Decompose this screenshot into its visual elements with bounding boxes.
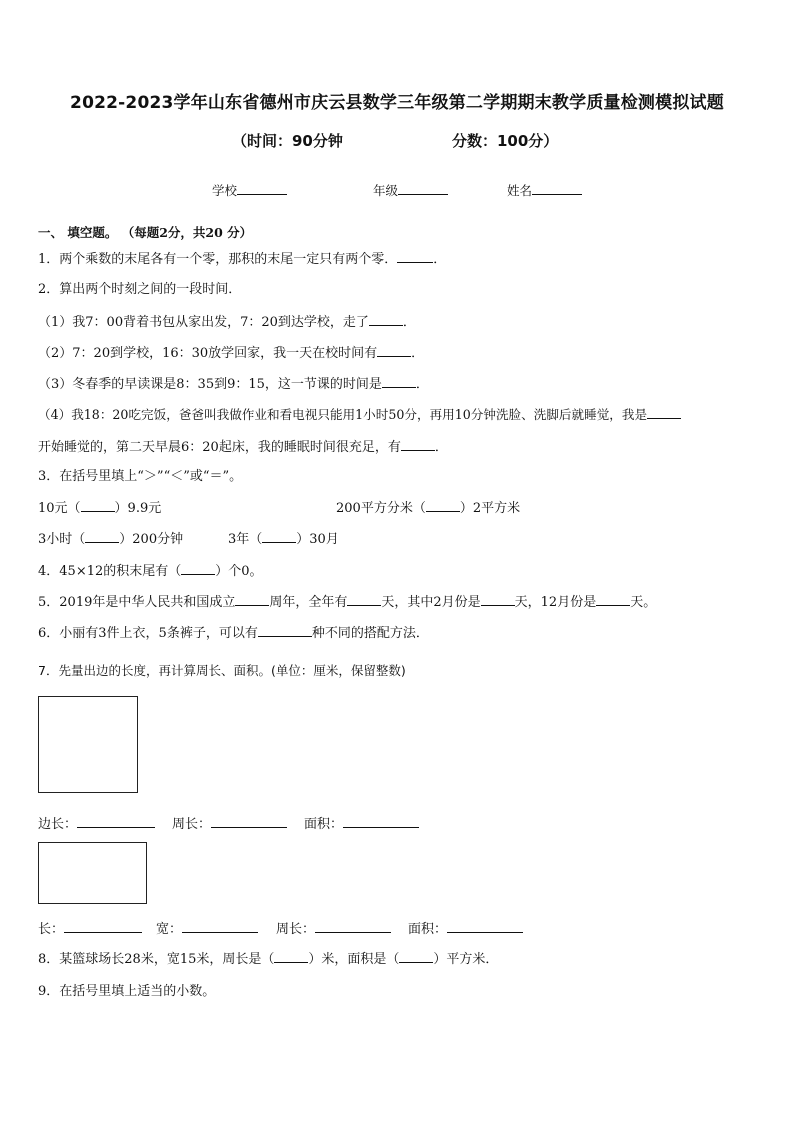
area2-field: 面积： — [408, 918, 523, 937]
answer-blank[interactable] — [235, 593, 269, 606]
grade-blank[interactable] — [398, 182, 448, 195]
answer-blank[interactable] — [426, 499, 460, 512]
area-blank[interactable] — [343, 815, 419, 828]
question-2-1: （1）我7：00背着书包从家出发，7：20到达学校，走了 ． — [38, 315, 416, 330]
grade-label: 年级 — [373, 183, 399, 198]
question-3-d: 3年（ ）30月 — [228, 532, 339, 547]
length-field: 长： — [38, 918, 142, 937]
question-5: 5．2019年是中华人民共和国成立 周年，全年有 天，其中2月份是 天，12月份是 天。 — [38, 595, 657, 610]
answer-blank[interactable] — [382, 375, 416, 388]
school-blank[interactable] — [237, 182, 287, 195]
answer-blank[interactable] — [377, 344, 411, 357]
name-label: 姓名 — [507, 183, 533, 198]
name-field — [507, 181, 582, 199]
answer-blank[interactable] — [258, 624, 312, 637]
question-3-c: 3小时（ ）200分钟 — [38, 532, 184, 547]
question-2-2: （2）7：20到学校，16：30放学回家，我一天在校时间有 ． — [38, 346, 425, 361]
rectangle-figure — [38, 842, 147, 904]
question-2-4a: （4）我18：20吃完饭，爸爸叫我做作业和看电视只能用1小时50分，再用10分钟洗脸、洗脚后就睡觉，我是 — [38, 406, 681, 424]
perimeter-field: 周长： — [172, 813, 287, 832]
answer-blank[interactable] — [397, 250, 433, 263]
area2-blank[interactable] — [447, 920, 523, 933]
answer-blank[interactable] — [85, 530, 119, 543]
question-1: 1．两个乘数的末尾各有一个零，那积的末尾一定只有两个零． ． — [38, 252, 447, 267]
answer-blank[interactable] — [401, 438, 435, 451]
exam-time: （时间：90分钟 — [232, 132, 343, 150]
question-4: 4．45×12的积末尾有（ ）个0。 — [38, 564, 263, 579]
answer-blank[interactable] — [369, 313, 403, 326]
answer-blank[interactable] — [399, 950, 433, 963]
school-label: 学校 — [212, 183, 238, 198]
answer-blank[interactable] — [481, 593, 515, 606]
question-6: 6．小丽有3件上衣，5条裤子，可以有 种不同的搭配方法． — [38, 626, 429, 641]
name-blank[interactable] — [532, 182, 582, 195]
question-7: 7．先量出边的长度，再计算周长、面积。(单位：厘米，保留整数) — [38, 663, 406, 678]
width-field: 宽： — [156, 918, 258, 937]
answer-blank[interactable] — [274, 950, 308, 963]
question-8: 8．某篮球场长28米，宽15米，周长是（ ）米，面积是（ ）平方米． — [38, 952, 499, 967]
exam-title: 2022-2023学年山东省德州市庆云县数学三年级第二学期期末教学质量检测模拟试题 — [70, 93, 724, 113]
exam-score: 分数：100分） — [452, 132, 559, 150]
answer-blank[interactable] — [262, 530, 296, 543]
square-figure — [38, 696, 138, 793]
answer-blank[interactable] — [647, 406, 681, 419]
length-blank[interactable] — [64, 920, 142, 933]
answer-blank[interactable] — [81, 499, 115, 512]
question-3: 3．在括号里填上“＞”“＜”或“＝”。 — [38, 469, 243, 484]
question-9: 9．在括号里填上适当的小数。 — [38, 984, 216, 999]
perimeter-blank[interactable] — [211, 815, 287, 828]
grade-field — [373, 181, 448, 199]
question-2-4b: 开始睡觉的，第二天早晨6：20起床，我的睡眠时间很充足，有 ． — [38, 440, 448, 455]
section-heading: 一、 填空题。 （每题2分，共20 分） — [38, 225, 253, 240]
width-blank[interactable] — [182, 920, 258, 933]
question-3-b: 200平方分米（ ）2平方米 — [336, 501, 521, 516]
school-field — [212, 181, 287, 199]
perimeter2-blank[interactable] — [315, 920, 391, 933]
question-3-a: 10元（ ）9.9元 — [38, 501, 162, 516]
answer-blank[interactable] — [181, 562, 215, 575]
answer-blank[interactable] — [347, 593, 381, 606]
side-blank[interactable] — [77, 815, 155, 828]
answer-blank[interactable] — [596, 593, 630, 606]
question-2-3: （3）冬春季的早读课是8：35到9：15，这一节课的时间是 ． — [38, 377, 429, 392]
area-field: 面积： — [304, 813, 419, 832]
perimeter2-field: 周长： — [276, 918, 391, 937]
question-2: 2．算出两个时刻之间的一段时间． — [38, 282, 242, 297]
side-field: 边长： — [38, 813, 155, 832]
